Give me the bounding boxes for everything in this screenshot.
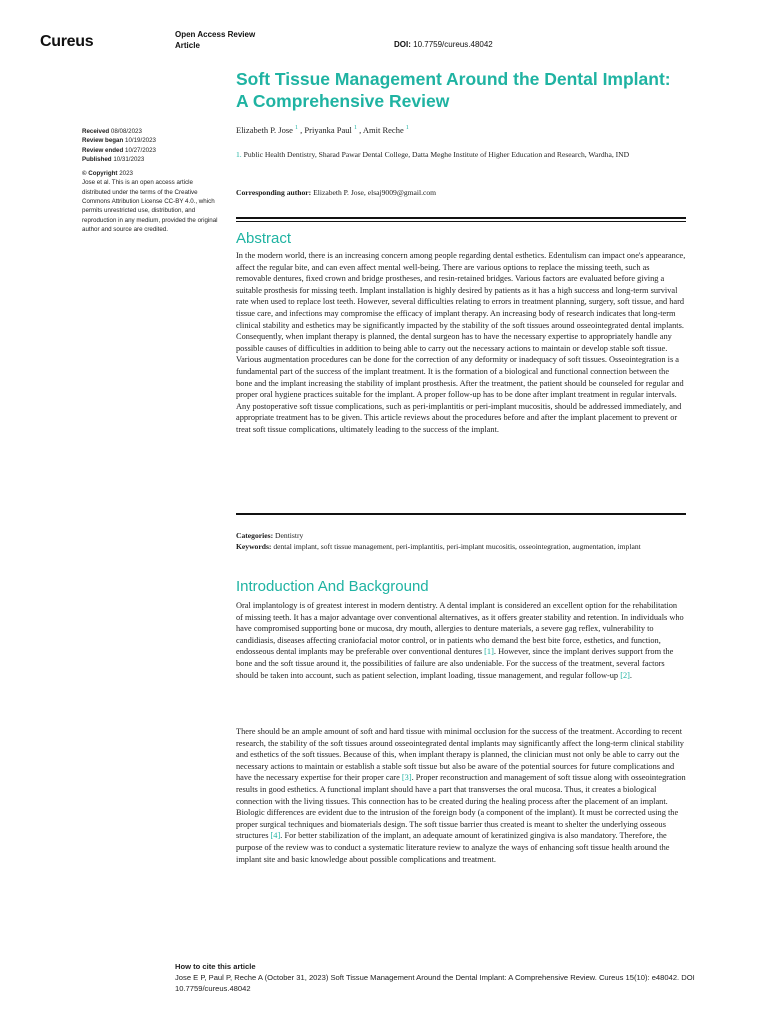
type-label: Article [175,41,200,50]
access-label: Open Access Review [175,30,256,39]
categories: Categories: Dentistry [236,531,304,540]
corresponding-label: Corresponding author: [236,188,312,197]
author-affiliation-marker: 1 [405,125,409,131]
published-date: Published 10/31/2023 [82,155,145,163]
article-title: Soft Tissue Management Around the Dental Implant: A Comprehensive Review [236,69,671,111]
affiliation-text: Public Health Dentistry, Sharad Pawar Dental College, Datta Meghe Institute of Higher Education and Research, Wardha, IND [243,150,630,159]
article-meta [236,530,686,552]
doi-line [394,40,493,49]
citation-heading: How to cite this article [175,962,256,971]
intro-paragraph: There should be an ample amount of soft and hard tissue with minimal occlusion for the success of the treatment. According to recent research, the stability of the soft tissues around osseointegrated dental implants may significantly affect the long-term clinical stability and esthetics of the soft tissues. Because of this, when implant therapy is planned, the clinician must not only be able to carry out the necessary actions to maintain or establish a stable soft tissue but also be aware of the potential sources for future complications and have the necessary expertise for their proper care [3]. Proper reconstruction and management of soft tissue along with osseointegration results in good esthetics. A functional implant should have a part that transverses the oral mucosa. Thus, it creates a biological connection with the living tissues. This connection has to be created during the healing process after the placement of an implant. Biologic differences are evident due to the intrusion of the foreign body (a component of the implant). It must be corrected using the proper surgical techniques and biomaterials design. The soft tissue barrier thus created is meant to shelter the underlying osseous structures [4]. For better stabilization of the implant, an adequate amount of keratinized gingiva is also mandatory. Therefore, the purpose of the review was to conduct a systematic literature review to analyze the ways of enhancing soft tissue health around the implant site and basic knowledge about possible complications and treatment. [236,727,686,864]
review-ended-date: Review ended 10/27/2023 [82,146,156,154]
section-divider [236,217,686,222]
publication-dates [82,127,222,164]
intro-paragraph: Oral implantology is of greatest interest in modern dentistry. A dental implant is considered an excellent option for the rehabilitation of missing teeth. It has a major advantage over conventional alternatives, as it offers greater stability and retention. In individuals who have compromised supporting bone or mucosa, dry mouth, allergies to denture materials, a severe gag reflex, vulnerability to candidiasis, diseases affecting craniofacial motor control, or in patients who demand the best bite force, esthetics, and function, endosseous dental implants may be preferable over conventional dentures [1]. However, since the implant derives support from the bone and the soft tissue around it, the possibilities of failure are also undeniable. For the success of the treatment, several factors should be taken into account, such as patient selection, implant loading, tissue management, and regular follow-up [2]. [236,601,684,680]
reference-link[interactable]: [2] [620,670,630,680]
affiliation-number: 1. [236,150,242,159]
doi-value[interactable]: 10.7759/cureus.48042 [413,40,493,49]
author-name[interactable]: Priyanka Paul [304,124,352,135]
citation-block [175,961,725,994]
corresponding-value: Elizabeth P. Jose, elsaj9009@gmail.com [313,188,437,197]
received-date: Received 08/08/2023 [82,128,142,135]
reference-link[interactable]: [4] [270,831,281,841]
author-affiliation-marker: 1 [295,125,299,131]
corresponding-author [236,187,686,198]
review-began-date: Review began 10/19/2023 [82,137,156,145]
reference-link[interactable]: [1] [484,647,494,657]
author-affiliation-marker: 1 [353,125,357,131]
article-type [175,29,255,51]
doi-label: DOI: [394,40,411,49]
author-name[interactable]: Elizabeth P. Jose [236,124,293,135]
author-list: Elizabeth P. Jose $^1$ , Priyanka Paul $^1$ , Amit Reche $^1$ [236,124,409,135]
reference-link[interactable]: [3] [401,773,412,783]
intro-heading: Introduction And Background [236,578,429,595]
abstract-heading: Abstract [236,230,292,247]
abstract-text: In the modern world, there is an increasing concern among people regarding dental esthetics. Edentulism can impact one's appearance, affect the regular bite, and can even affect mental well-being. There are various options to replace the missing teeth, such as removable dentures, fixed crown and bridge prostheses, and resin-retained bridges. Various factors are evaluated before giving a suitable prosthesis for missing teeth. Implant installation is highly desired by patients as it has a high success and long-term survival rate when used to replace lost teeth. However, several difficulties relating to errors in treatment planning, surgery, soft tissue, and hard tissue care, and infections may compromise the efficacy of implant therapy. An increasing body of research indicates that long-term clinical stability and esthetics may be significantly impacted by the stability of the soft tissues around osseointegrated dental implants. Consequently, when implant therapy is planned, the dental surgeon has to have the necessary expertise to appropriately handle any possible causes of difficulties in addition to being able to carry out the necessary actions to maintain or develop stable soft tissue. Various augmentation procedures can be done for the correction of any deformity or inadequacy of soft tissues. Osseointegration is a fundamental part of the success of the implant treatment. It is the formation of a biological and functional connection between the bone and the implant increasing the stability of implant prosthesis. After the treatment, the patient should be counseled for regular and proper oral hygiene practices suitable for the implant. A proper follow-up has to be done after implant treatment in regular intervals. Any postoperative soft tissue complications, such as peri-implantitis or peri-implant mucositis, should be addressed immediately, and appropriate treatment has to be given. This article reviews about the procedures before and after the implant placement to prevent or treat soft tissue complications, ultimately leading to the success of the implant. [236,251,686,434]
author-name[interactable]: Amit Reche [362,124,404,135]
copyright: © Copyright 2023 [82,170,133,178]
category-link[interactable]: Dentistry [275,531,304,540]
article-sidebar [82,127,222,234]
license-text: Jose et al. This is an open access article distributed under the terms of the Creative Commons Attribution License CC-BY 4.0., which permits unrestricted use, distribution, and reproduction in any medium, provided the original author and source are credited. [82,179,218,233]
affiliation [236,149,686,160]
journal-logo: Cureus [40,33,94,50]
keywords: Keywords: dental implant, soft tissue management, peri-implantitis, peri-implant mucositis, osseointegration, augmentation, implant [236,542,641,551]
section-divider [236,513,686,515]
citation-text: Jose E P, Paul P, Reche A (October 31, 2023) Soft Tissue Management Around the Dental Implant: A Comprehensive Review. Cureus 15(10): e48042. DOI 10.7759/cureus.48042 [175,973,695,993]
